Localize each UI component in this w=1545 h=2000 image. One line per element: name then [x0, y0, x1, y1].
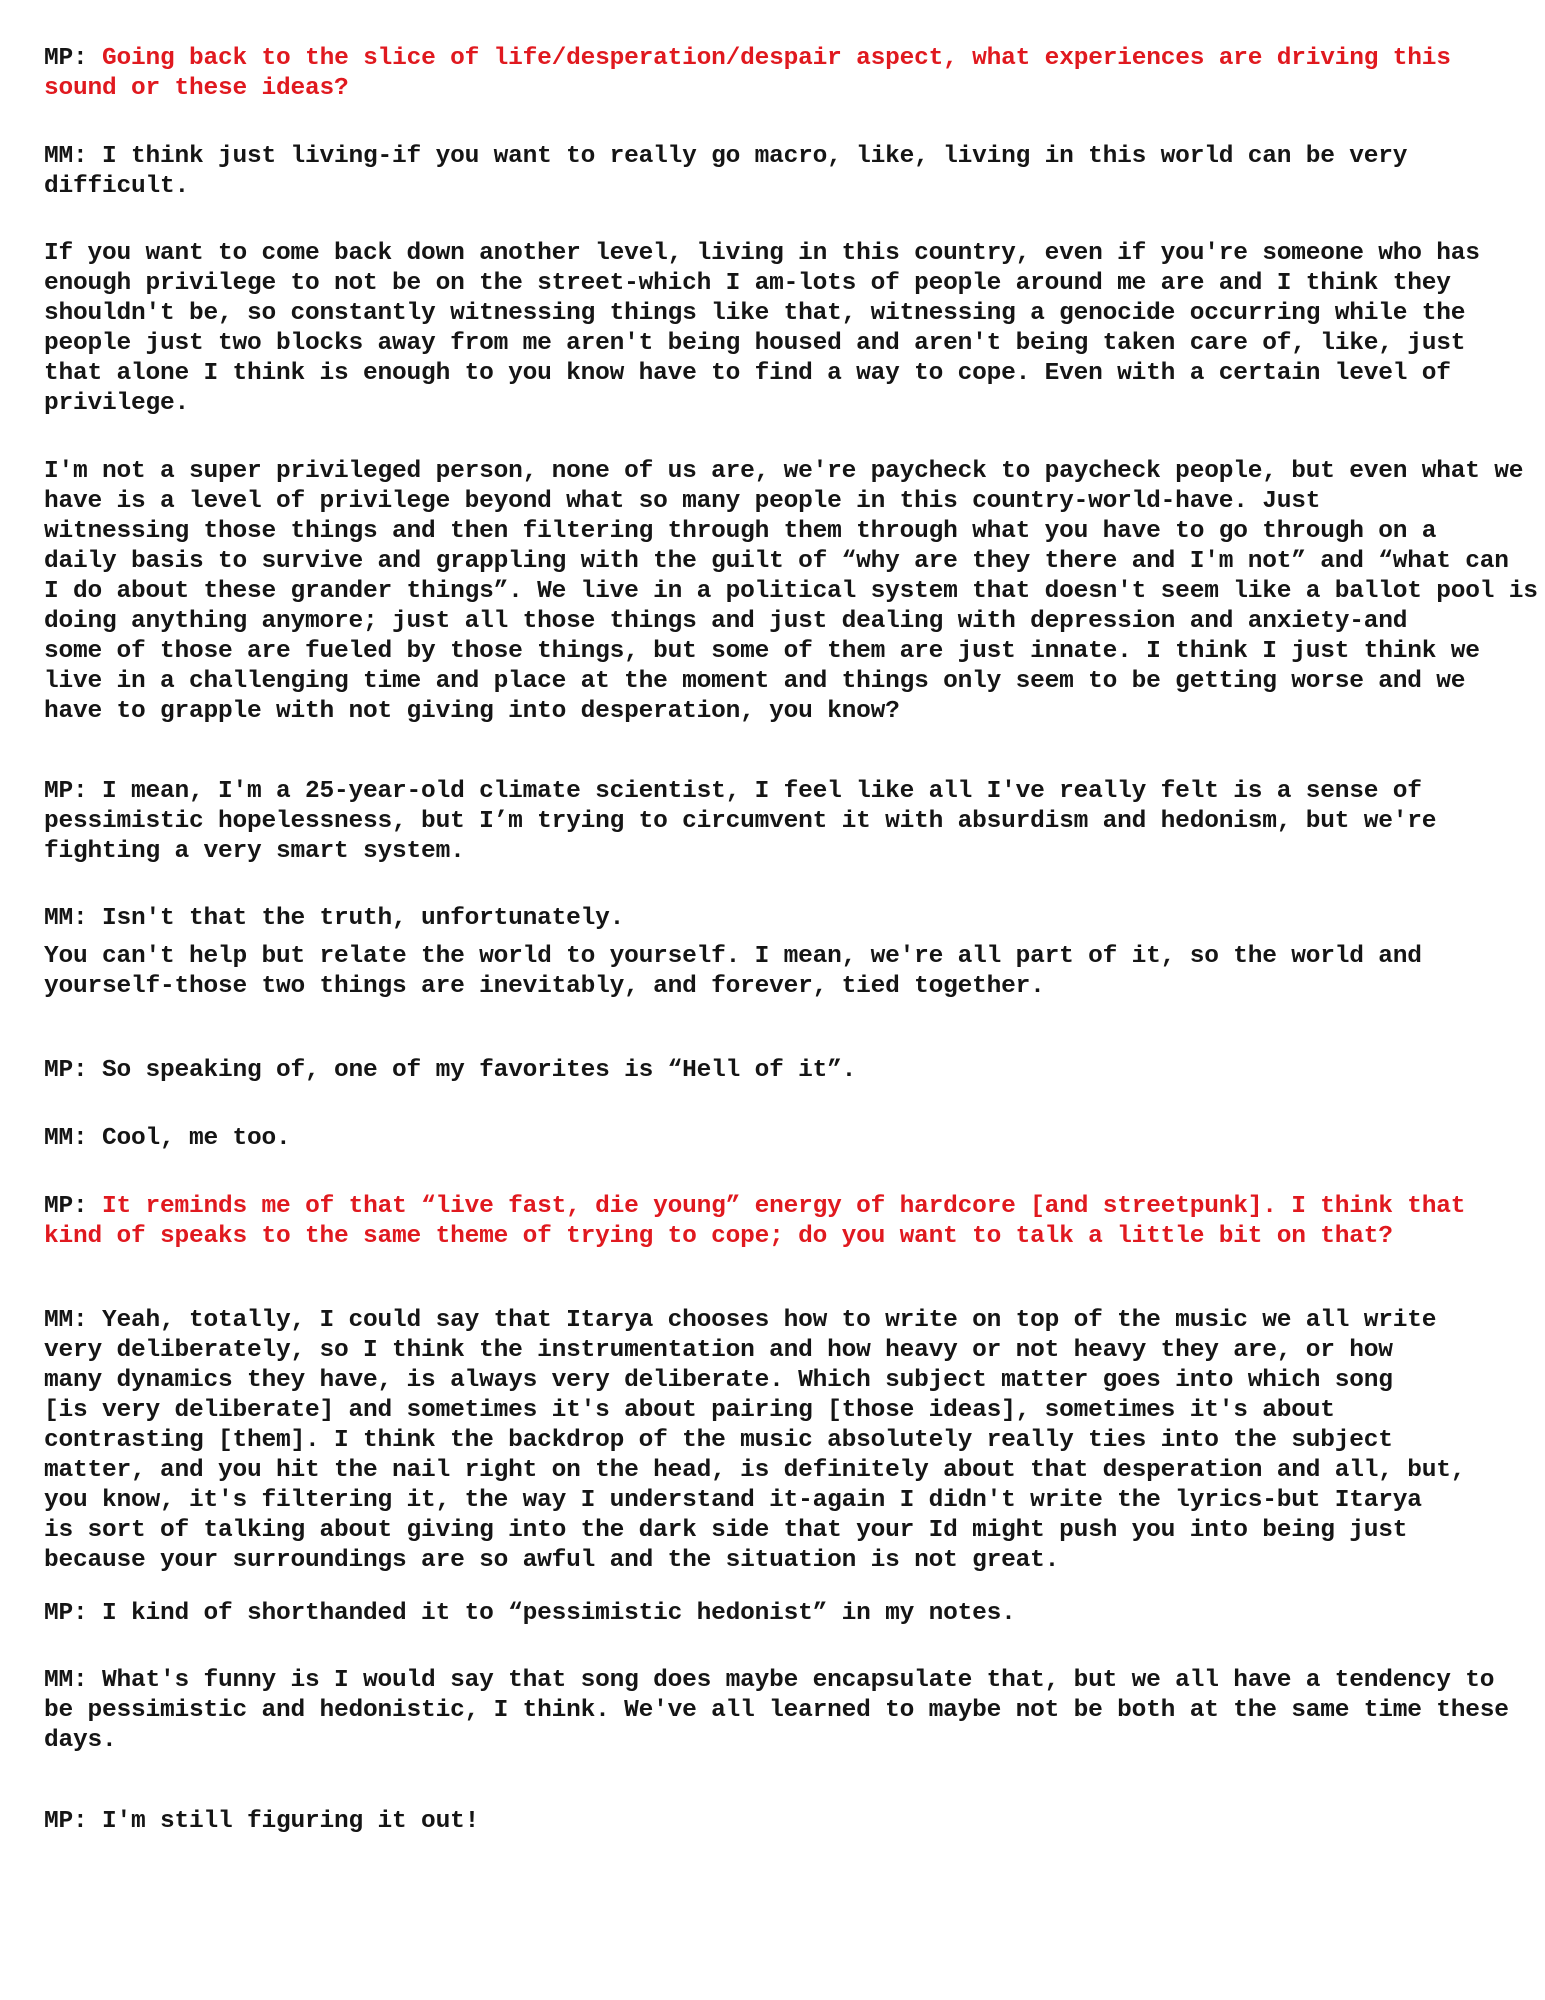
speaker-label: MP:: [44, 45, 88, 72]
text-line: If you want to come back down another level, living in this country, even if you're someone who has: [44, 240, 1480, 267]
text-line: because your surroundings are so awful and the situation is not great.: [44, 1547, 1060, 1574]
text-line: MM: What's funny is I would say that song does maybe encapsulate that, but we all have a tendency to: [44, 1667, 1495, 1694]
question-paragraph: [44, 777, 1512, 867]
question-paragraph: [44, 1599, 1512, 1629]
text-line: you know, it's filtering it, the way I understand it-again I didn't write the lyrics-but Itarya: [44, 1487, 1422, 1514]
answer-paragraph: [44, 457, 1538, 727]
text-line: MP: So speaking of, one of my favorites is “Hell of it”.: [44, 1057, 857, 1084]
question-text: kind of speaks to the same theme of trying to cope; do you want to talk a little bit on that?: [44, 1223, 1393, 1250]
text-line: have is a level of privilege beyond what so many people in this country-world-have. Just: [44, 488, 1321, 515]
text-line: I do about these grander things”. We live in a political system that doesn't seem like a ballot pool is: [44, 578, 1538, 605]
text-line: some of those are fueled by those things, but some of them are just innate. I think I just think we: [44, 638, 1480, 665]
text-line: contrasting [them]. I think the backdrop of the music absolutely really ties into the subject: [44, 1427, 1393, 1454]
answer-paragraph: [44, 1306, 1512, 1576]
text-line: enough privilege to not be on the street-which I am-lots of people around me are and I think they: [44, 270, 1451, 297]
text-line: days.: [44, 1727, 117, 1754]
answer-paragraph: [44, 1666, 1512, 1756]
text-line: MM: Yeah, totally, I could say that Itarya chooses how to write on top of the music we all write: [44, 1307, 1437, 1334]
text-line: [is very deliberate] and sometimes it's about pairing [those ideas], sometimes it's about: [44, 1397, 1335, 1424]
text-line: yourself-those two things are inevitably, and forever, tied together.: [44, 973, 1045, 1000]
question-paragraph: [44, 44, 1512, 104]
text-line: difficult.: [44, 173, 190, 200]
text-line: very deliberately, so I think the instrumentation and how heavy or not heavy they are, or how: [44, 1337, 1393, 1364]
text-line: pessimistic hopelessness, but I’m trying to circumvent it with absurdism and hedonism, but we're: [44, 808, 1437, 835]
question-text: It reminds me of that “live fast, die young” energy of hardcore [and streetpunk]. I think that: [102, 1193, 1466, 1220]
text-line: that alone I think is enough to you know have to find a way to cope. Even with a certain level of: [44, 360, 1451, 387]
text-line: fighting a very smart system.: [44, 838, 465, 865]
text-line: MP: I'm still figuring it out!: [44, 1808, 480, 1835]
speaker-label: MP:: [44, 1193, 88, 1220]
text-line: privilege.: [44, 390, 190, 417]
text-line: MM: Cool, me too.: [44, 1125, 291, 1152]
text-line: You can't help but relate the world to yourself. I mean, we're all part of it, so the world and: [44, 943, 1422, 970]
text-line: people just two blocks away from me aren't being housed and aren't being taken care of, like, just: [44, 330, 1466, 357]
text-line: I'm not a super privileged person, none of us are, we're paycheck to paycheck people, but even what we: [44, 458, 1524, 485]
text-line: daily basis to survive and grappling with the guilt of “why are they there and I'm not” and “what can: [44, 548, 1509, 575]
text-line: witnessing those things and then filtering through them through what you have to go through on a: [44, 518, 1437, 545]
text-line: matter, and you hit the nail right on the head, is definitely about that desperation and all, but,: [44, 1457, 1466, 1484]
text-line: have to grapple with not giving into desperation, you know?: [44, 698, 900, 725]
text-line: MM: Isn't that the truth, unfortunately.: [44, 905, 625, 932]
text-line: MP: I mean, I'm a 25-year-old climate scientist, I feel like all I've really felt is a sense of: [44, 778, 1422, 805]
question-paragraph: [44, 1056, 1512, 1086]
question-paragraph: [44, 1807, 1512, 1837]
text-line: doing anything anymore; just all those things and just dealing with depression and anxiety-and: [44, 608, 1408, 635]
question-paragraph: [44, 1192, 1512, 1252]
text-line: shouldn't be, so constantly witnessing things like that, witnessing a genocide occurring while the: [44, 300, 1466, 327]
answer-paragraph: [44, 239, 1512, 419]
answer-paragraph: [44, 942, 1512, 1002]
question-text: Going back to the slice of life/desperation/despair aspect, what experiences are driving this: [102, 45, 1451, 72]
text-line: be pessimistic and hedonistic, I think. We've all learned to maybe not be both at the same time these: [44, 1697, 1509, 1724]
text-line: many dynamics they have, is always very deliberate. Which subject matter goes into which song: [44, 1367, 1393, 1394]
answer-paragraph: [44, 904, 1512, 934]
text-line: live in a challenging time and place at the moment and things only seem to be getting worse and we: [44, 668, 1466, 695]
text-line: is sort of talking about giving into the dark side that your Id might push you into being just: [44, 1517, 1408, 1544]
text-line: MM: I think just living-if you want to really go macro, like, living in this world can be very: [44, 143, 1408, 170]
text-line: MP: I kind of shorthanded it to “pessimistic hedonist” in my notes.: [44, 1600, 1016, 1627]
answer-paragraph: [44, 142, 1512, 202]
answer-paragraph: [44, 1124, 1512, 1154]
question-text: sound or these ideas?: [44, 75, 349, 102]
